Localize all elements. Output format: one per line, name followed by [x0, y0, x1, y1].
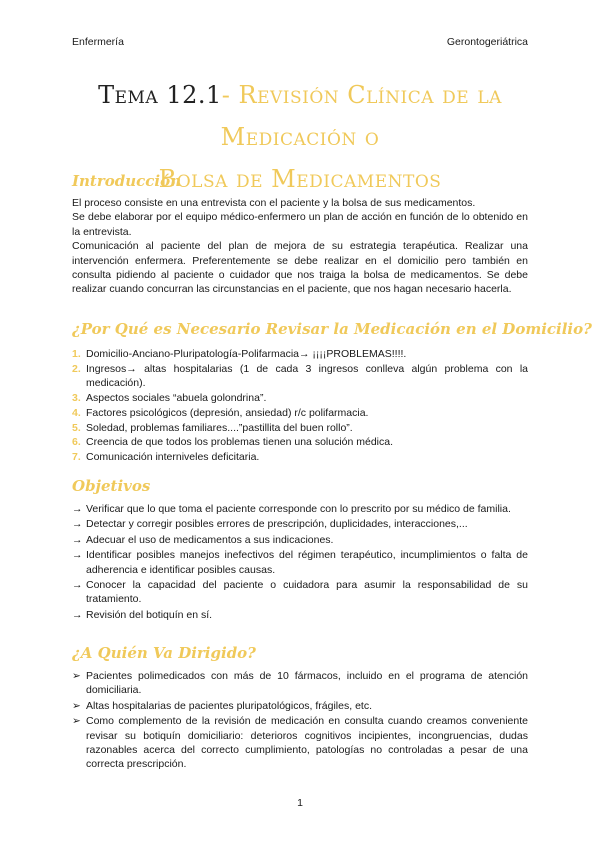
- list-item: [72, 435, 528, 450]
- list-text: Domicilio-Anciano-Pluripatología-Polifarmacia→ ¡¡¡¡PROBLEMAS!!!!.: [86, 348, 407, 360]
- objectives-list: [72, 502, 528, 623]
- list-item: [72, 669, 528, 698]
- intro-paragraph: Se debe elaborar por el equipo médico-enfermero un plan de acción en función de lo obtenido en la entrevista.: [72, 211, 528, 238]
- list-text: Conocer la capacidad del paciente o cuidadora para asumir la responsabilidad de su tratamiento.: [86, 579, 528, 606]
- list-text: Factores psicológicos (depresión, ansiedad) r/c polifarmacia.: [86, 406, 369, 419]
- list-item: [72, 517, 528, 531]
- header-right: Gerontogeriátrica: [446, 36, 528, 48]
- target-heading: ¿A Quién Va Dirigido?: [72, 644, 256, 662]
- page-number: 1: [297, 797, 303, 809]
- arrow-icon: →: [72, 503, 83, 515]
- arrow-icon: →: [72, 533, 83, 546]
- list-item: [72, 450, 528, 465]
- list-item: [72, 421, 528, 436]
- list-text: Altas hospitalarias de pacientes pluripatológicos, frágiles, etc.: [86, 699, 372, 712]
- list-item: [72, 502, 528, 516]
- list-text: Revisión del botiquín en sí.: [86, 608, 213, 621]
- list-number: 7.: [72, 450, 81, 463]
- list-item: [72, 699, 528, 713]
- header-left: Enfermería: [72, 36, 124, 48]
- list-number: 6.: [72, 436, 81, 449]
- list-text: Detectar y corregir posibles errores de prescripción, duplicidades, interacciones,...: [86, 518, 468, 531]
- arrowhead-icon: ➢: [72, 670, 81, 682]
- list-item: [72, 362, 528, 391]
- intro-paragraph: El proceso consiste en una entrevista con el paciente y la bolsa de sus medicamentos.: [72, 197, 476, 209]
- list-item: [72, 578, 528, 607]
- list-number: 1.: [72, 348, 81, 360]
- list-text: Adecuar el uso de medicamentos a sus indicaciones.: [86, 533, 334, 546]
- arrow-icon: →: [72, 518, 83, 531]
- list-text: Ingresos→ altas hospitalarias (1 de cada 3 ingresos conlleva algún problema con la medicación).: [86, 362, 528, 390]
- list-item: [72, 714, 528, 772]
- list-item: [72, 347, 528, 362]
- list-item: [72, 548, 528, 577]
- arrow-icon: →: [72, 608, 83, 621]
- title-rest-line2: Bolsa de Medicamentos: [158, 165, 442, 193]
- arrowhead-icon: ➢: [72, 715, 81, 728]
- list-number: 4.: [72, 406, 81, 419]
- list-text: Soledad, problemas familiares....”pastillita del buen rollo”.: [86, 421, 353, 434]
- list-item: [72, 406, 528, 421]
- list-item: [72, 608, 528, 622]
- arrow-icon: →: [72, 579, 83, 592]
- intro-heading: Introducción: [72, 172, 182, 190]
- intro-body: [72, 196, 528, 297]
- list-text: Comunicación interniveles deficitaria.: [86, 450, 260, 463]
- list-text: Aspectos sociales “abuela golondrina”.: [86, 392, 267, 405]
- list-number: 2.: [72, 362, 81, 375]
- intro-paragraph: Comunicación al paciente del plan de mejora de su estrategia terapéutica. Realizar una intervención enfermera. Preferentemente se debe realizar en el domicilio pero también en consulta pidiendo al paciente o cuidador que nos traiga la bolsa de medicamentos. Se debe realizar cuando concurran las circunstancias en el paciente, que nos hagan necesario hacerla.: [72, 240, 528, 296]
- why-heading: ¿Por Qué es Necesario Revisar la Medicación en el Domicilio?: [72, 320, 592, 338]
- list-item: [72, 391, 528, 406]
- why-list: [72, 347, 528, 465]
- title-prefix: Tema 12.1: [98, 81, 222, 109]
- title-rest-line1: - Revisión Clínica de la Medicación o: [220, 81, 502, 151]
- objectives-heading: Objetivos: [72, 477, 151, 495]
- arrowhead-icon: ➢: [72, 699, 81, 712]
- list-number: 5.: [72, 421, 81, 434]
- arrow-icon: →: [72, 549, 83, 562]
- list-text: Verificar que lo que toma el paciente corresponde con lo prescrito por su médico de familia.: [86, 503, 511, 515]
- list-item: [72, 533, 528, 547]
- target-list: [72, 669, 528, 773]
- page-header: [72, 36, 528, 50]
- list-text: Como complemento de la revisión de medicación en consulta cuando creamos conveniente revisar su botiquín domiciliario: deterioros cognitivos incipientes, incongruencias, dudas razonables acerca del correcto cumplimiento, patologías no controladas a pesar de una correcta prescripción.: [86, 715, 528, 771]
- list-text: Pacientes polimedicados con más de 10 fármacos, incluido en el programa de atención domiciliaria.: [86, 670, 528, 697]
- list-number: 3.: [72, 392, 81, 405]
- list-text: Creencia de que todos los problemas tienen una solución médica.: [86, 436, 394, 449]
- list-text: Identificar posibles manejos inefectivos del régimen terapéutico, incumplimientos o falta de adherencia e identificar posibles causas.: [86, 549, 528, 576]
